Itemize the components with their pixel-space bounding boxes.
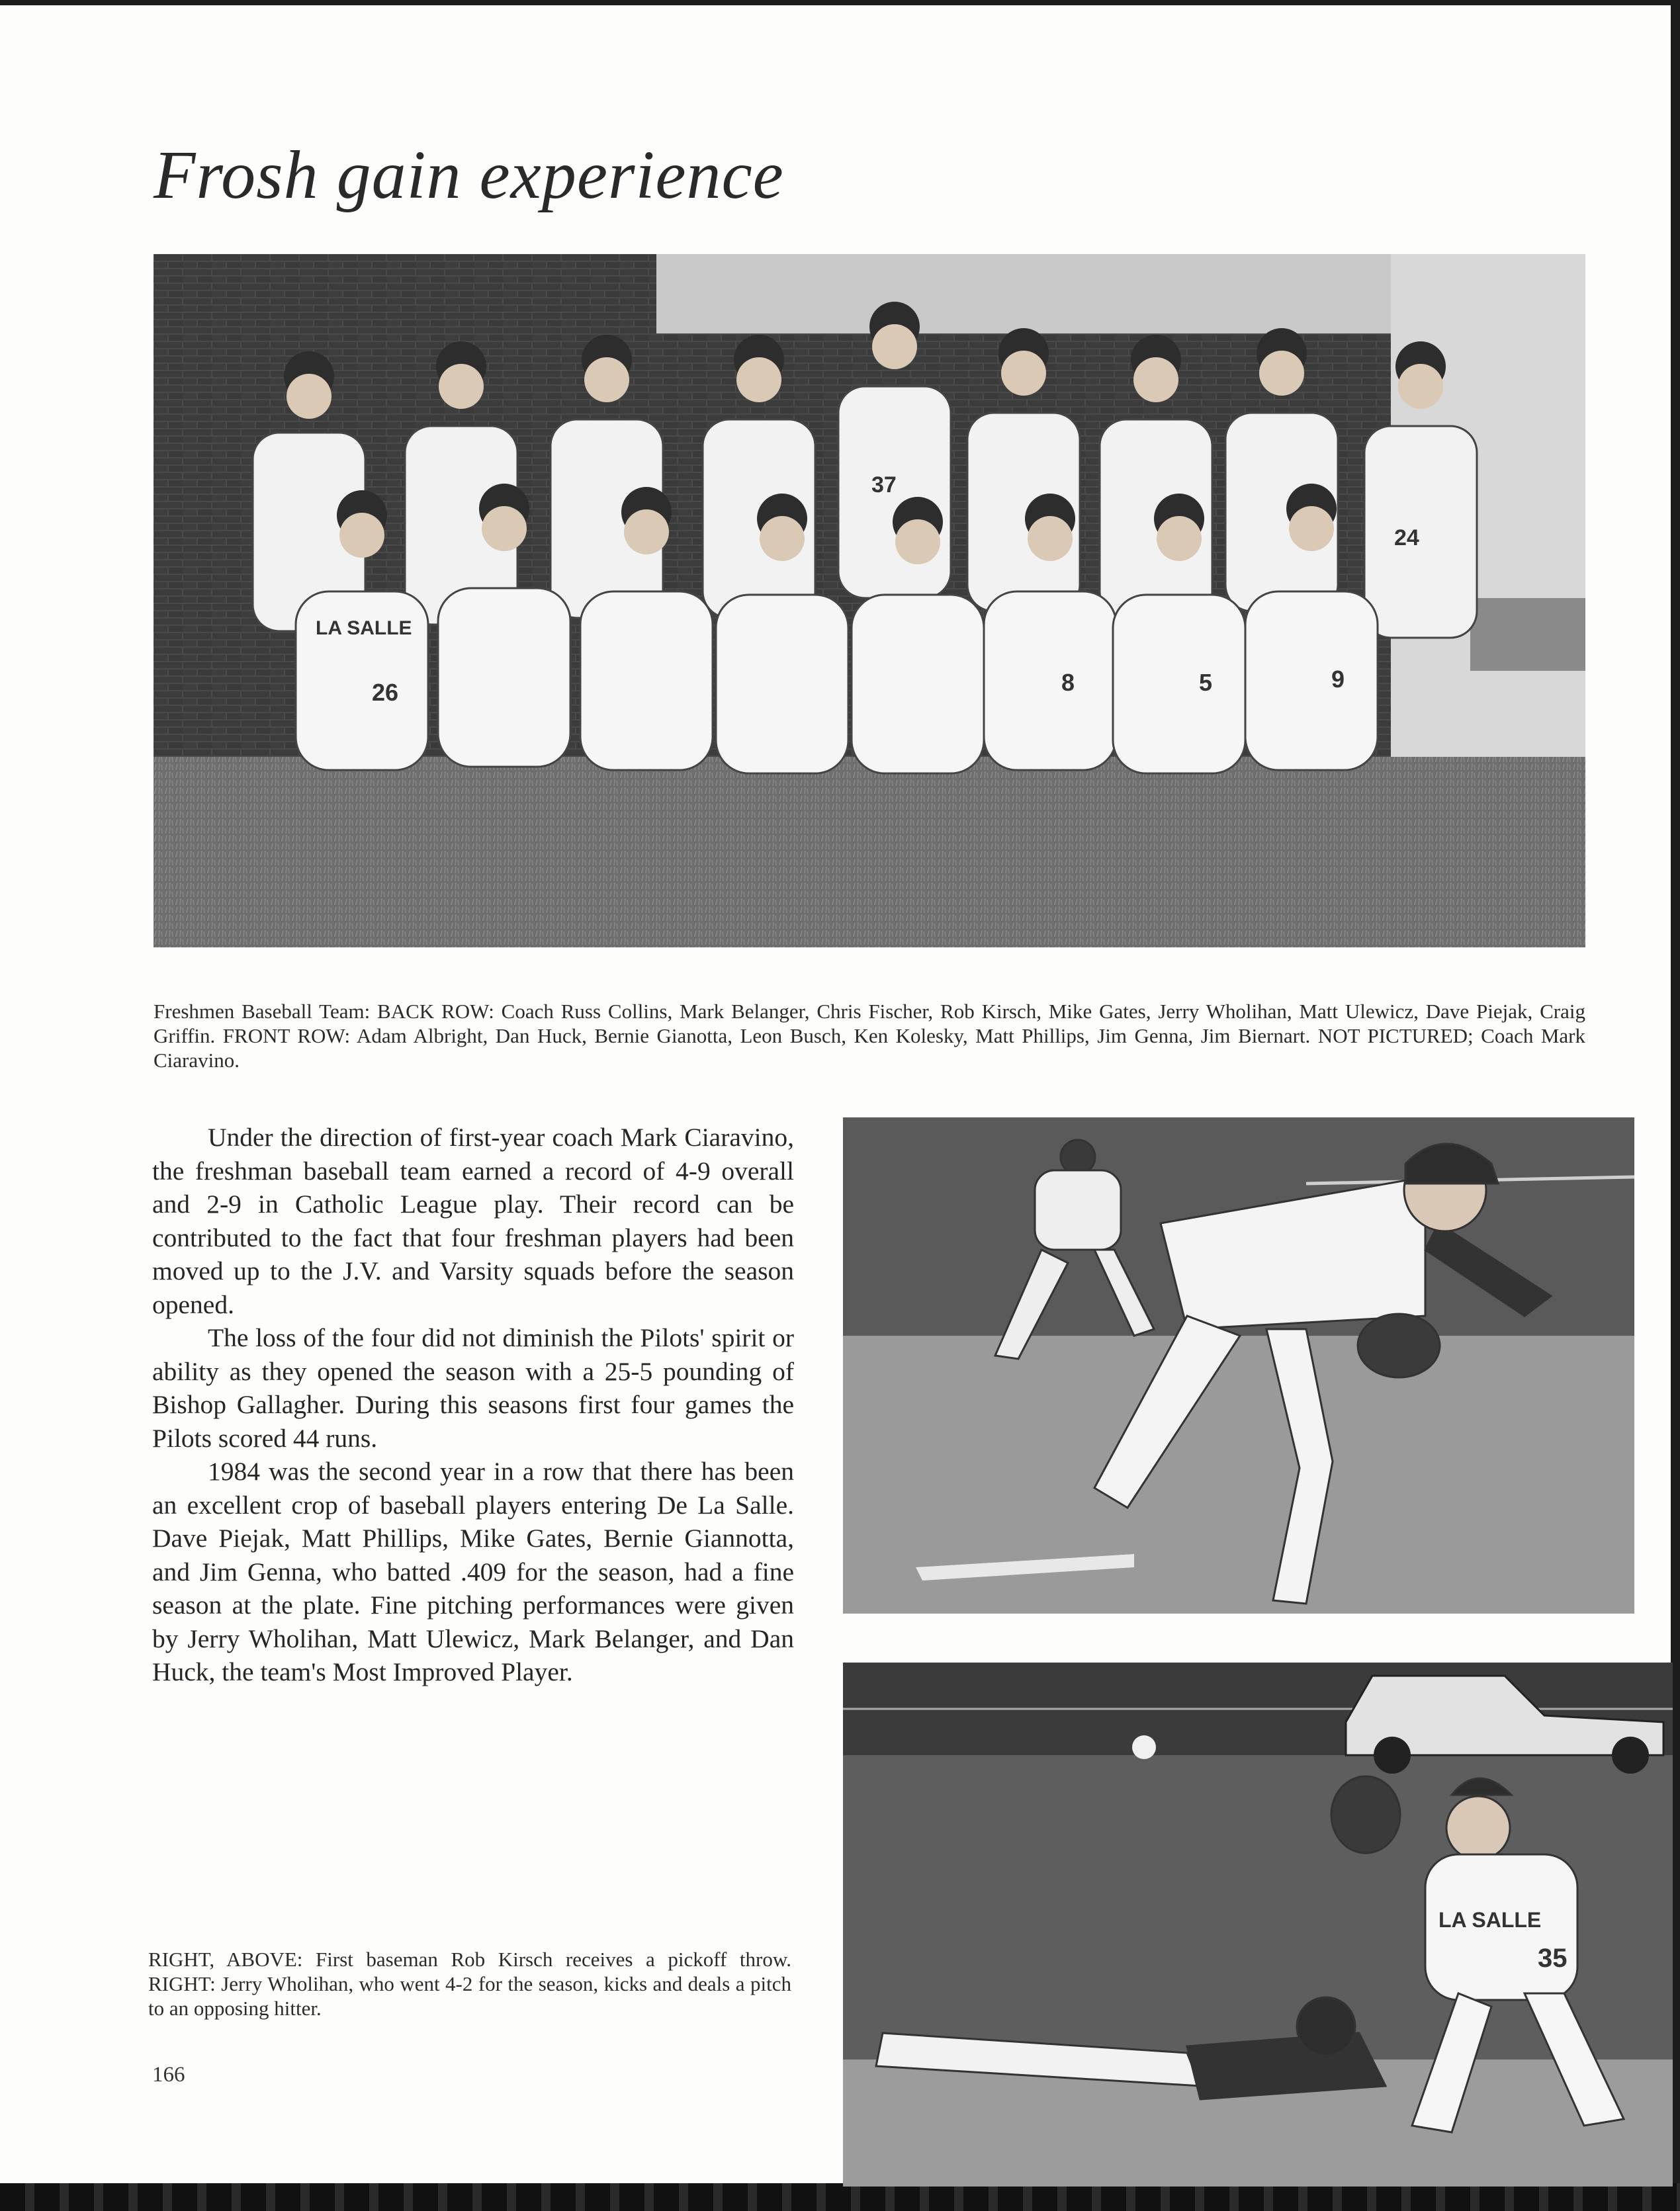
jersey-number: 37	[871, 472, 897, 498]
jersey-text: LA SALLE	[1438, 1908, 1542, 1932]
jersey-number: 9	[1331, 666, 1345, 693]
jersey-number: 8	[1061, 669, 1075, 696]
article-paragraph: 1984 was the second year in a row that there has been an excellent crop of baseball players entering De La Salle. Dave Piejak, Matt Phillips, Mike Gates, Bernie Giannotta, and Jim Genna, who batted .409 for the season, had a fine season at the plate. Fine pitching performances were given by Jerry Wholihan, Matt Ulewicz, Mark Belanger, and Dan Huck, the team's Most Improved Player.	[152, 1457, 794, 1686]
page-number: 166	[152, 2063, 185, 2087]
baseball	[1132, 1735, 1156, 1759]
page-bottom-edge	[0, 2183, 1680, 2211]
page-top-edge	[0, 0, 1680, 5]
team-photo-caption: Freshmen Baseball Team: BACK ROW: Coach Russ Collins, Mark Belanger, Chris Fischer, Rob Kirsch, Mike Gates, Jerry Wholihan, Matt Ulewicz, Dave Piejak, Craig Griffin. FRONT ROW: Adam Albright, Dan Huck, Bernie Gianotta, Leon Busch, Ken Kolesky, Matt Phillips, Jim Genna, Jim Biernart. NOT PICTURED; Coach Mark Ciaravino.	[154, 1000, 1585, 1072]
page-title: Frosh gain experience	[154, 137, 784, 213]
article-paragraph: The loss of the four did not diminish the Pilots' spirit or ability as they opened the season with a 25-5 pounding of Bishop Gallagher. During this seasons first four games the Pilots scored 44 runs.	[152, 1323, 794, 1453]
jersey-number: 24	[1394, 525, 1419, 550]
action-photos-caption: RIGHT, ABOVE: First baseman Rob Kirsch receives a pickoff throw. RIGHT: Jerry Wholihan, who went 4-2 for the season, kicks and deals a pitch to an opposing hitter.	[148, 1948, 791, 2020]
first-base-photo	[843, 1663, 1673, 2187]
article-paragraph: Under the direction of first-year coach Mark Ciaravino, the freshman baseball team earned a record of 4-9 overall and 2-9 in Catholic League play. Their record can be contributed to the fact that four freshman players had been moved up to the J.V. and Varsity squads before the season opened.	[152, 1123, 794, 1319]
grass-field	[154, 757, 1585, 947]
pitcher-photo	[843, 1117, 1634, 1614]
jersey-number: 26	[372, 679, 399, 706]
jersey-text: LA SALLE	[316, 617, 412, 639]
article-body	[152, 1121, 794, 1689]
jersey-number: 5	[1199, 669, 1213, 696]
jersey-number: 35	[1538, 1944, 1568, 1973]
team-photo	[154, 254, 1585, 947]
